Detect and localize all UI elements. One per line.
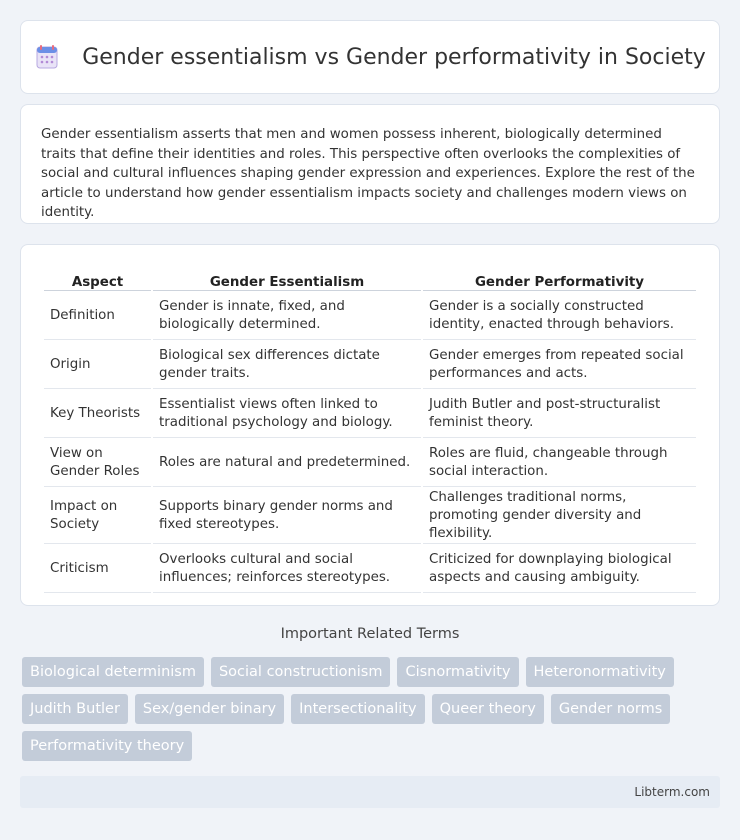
header-card xyxy=(20,20,720,94)
row-performativity: Roles are fluid, changeable through social interaction. xyxy=(423,440,696,487)
row-aspect: Criticism xyxy=(44,546,151,593)
related-term-tag[interactable]: Heteronormativity xyxy=(526,657,674,687)
row-aspect: View on Gender Roles xyxy=(44,440,151,487)
row-performativity: Gender is a socially constructed identity, enacted through behaviors. xyxy=(423,293,696,340)
related-term-tag[interactable]: Gender norms xyxy=(551,694,671,724)
row-essentialism: Biological sex differences dictate gender traits. xyxy=(153,342,421,389)
related-terms-title: Important Related Terms xyxy=(280,626,460,642)
table-row xyxy=(44,391,696,438)
row-essentialism: Essentialist views often linked to traditional psychology and biology. xyxy=(153,391,421,438)
intro-card xyxy=(20,104,720,224)
related-term-tag[interactable]: Biological determinism xyxy=(22,657,204,687)
document-icon xyxy=(34,44,60,70)
related-term-tag[interactable]: Intersectionality xyxy=(291,694,424,724)
row-aspect: Definition xyxy=(44,293,151,340)
row-performativity: Judith Butler and post-structuralist feminist theory. xyxy=(423,391,696,438)
related-term-tag[interactable]: Queer theory xyxy=(432,694,544,724)
row-performativity: Criticized for downplaying biological aspects and causing ambiguity. xyxy=(423,546,696,593)
related-terms-list xyxy=(22,657,722,768)
related-term-tag[interactable]: Cisnormativity xyxy=(397,657,518,687)
row-essentialism: Overlooks cultural and social influences; reinforces stereotypes. xyxy=(153,546,421,593)
table-row xyxy=(44,342,696,389)
column-header-essentialism: Gender Essentialism xyxy=(153,267,421,291)
table-row xyxy=(44,489,696,544)
table-row xyxy=(44,440,696,487)
comparison-table-card xyxy=(20,244,720,606)
table-row xyxy=(44,293,696,340)
footer xyxy=(20,776,720,808)
footer-site-link[interactable]: Libterm.com xyxy=(634,785,710,799)
comparison-table xyxy=(42,265,698,595)
row-essentialism: Roles are natural and predetermined. xyxy=(153,440,421,487)
intro-paragraph: Gender essentialism asserts that men and women possess inherent, biologically determined traits that define their identities and roles. This perspective often overlooks the complexities of social and cultural influences shaping gender expression and experiences. Explore the rest of the article to understand how gender essentialism impacts society and challenges modern views on identity. xyxy=(41,127,695,221)
column-header-aspect: Aspect xyxy=(44,267,151,291)
row-performativity: Challenges traditional norms, promoting gender diversity and flexibility. xyxy=(423,489,696,544)
row-aspect: Impact on Society xyxy=(44,489,151,544)
related-term-tag[interactable]: Social constructionism xyxy=(211,657,390,687)
column-header-performativity: Gender Performativity xyxy=(423,267,696,291)
row-essentialism: Gender is innate, fixed, and biologically determined. xyxy=(153,293,421,340)
row-performativity: Gender emerges from repeated social performances and acts. xyxy=(423,342,696,389)
row-aspect: Key Theorists xyxy=(44,391,151,438)
table-row xyxy=(44,546,696,593)
row-essentialism: Supports binary gender norms and fixed stereotypes. xyxy=(153,489,421,544)
related-term-tag[interactable]: Sex/gender binary xyxy=(135,694,284,724)
related-term-tag[interactable]: Performativity theory xyxy=(22,731,192,761)
related-term-tag[interactable]: Judith Butler xyxy=(22,694,128,724)
table-header-row xyxy=(44,267,696,291)
row-aspect: Origin xyxy=(44,342,151,389)
page-title: Gender essentialism vs Gender performativity in Society xyxy=(82,44,706,70)
